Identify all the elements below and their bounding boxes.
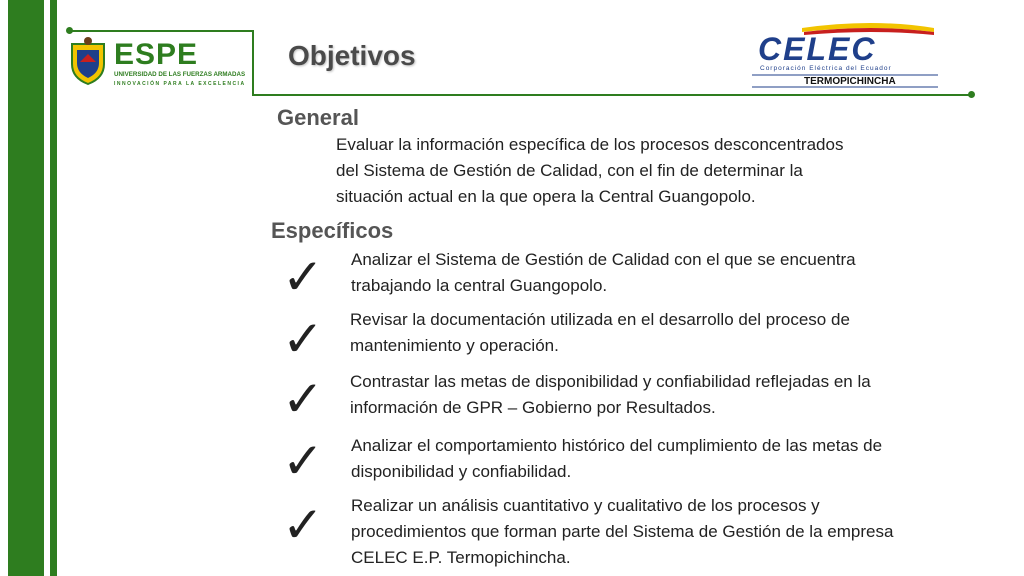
espe-line1: UNIVERSIDAD DE LAS FUERZAS ARMADAS [114, 71, 246, 78]
specific-item-4 [351, 433, 882, 485]
left-accent-thin-bar [50, 0, 57, 576]
celec-unit: TERMOPICHINCHA [804, 76, 896, 87]
checkmark-icon: ✓ [282, 249, 324, 305]
specific-line: Analizar el Sistema de Gestión de Calidad con el que se encuentra [351, 250, 856, 269]
general-paragraph [336, 132, 843, 210]
specific-line: mantenimiento y operación. [350, 336, 559, 355]
checkmark-icon: ✓ [282, 433, 324, 489]
specific-line: CELEC E.P. Termopichincha. [351, 548, 571, 567]
celec-tagline: Corporación Eléctrica del Ecuador [760, 65, 892, 72]
general-line: situación actual en la que opera la Central Guangopolo. [336, 187, 756, 206]
specific-line: Revisar la documentación utilizada en el desarrollo del proceso de [350, 310, 850, 329]
specific-line: Realizar un análisis cuantitativo y cualitativo de los procesos y [351, 496, 820, 515]
header-line-dot-right [968, 91, 975, 98]
general-line: Evaluar la información específica de los procesos desconcentrados [336, 135, 844, 154]
checkmark-icon: ✓ [282, 371, 324, 427]
checkmark-icon: ✓ [282, 497, 324, 553]
page-title: Objetivos [288, 40, 416, 71]
espe-wordmark: ESPE [114, 38, 199, 71]
espe-line2: INNOVACIÓN PARA LA EXCELENCIA [114, 81, 246, 87]
general-heading: General [277, 105, 359, 130]
header-top-line-left [72, 30, 252, 32]
espe-logo [66, 34, 250, 92]
specific-line: disponibilidad y confiabilidad. [351, 462, 572, 481]
header-bottom-line [252, 94, 972, 96]
specific-item-3 [350, 369, 871, 421]
left-accent-bar [8, 0, 44, 576]
specific-item-5 [351, 493, 893, 571]
specific-item-2 [350, 307, 850, 359]
specific-item-1 [351, 247, 856, 299]
specific-line: Analizar el comportamiento histórico del cumplimiento de las metas de [351, 436, 883, 455]
specific-line: información de GPR – Gobierno por Resultados. [350, 398, 716, 417]
specific-line: procedimientos que forman parte del Sistema de Gestión de la empresa [351, 522, 894, 541]
celec-wordmark: CELEC [758, 31, 877, 67]
specific-heading: Específicos [271, 218, 394, 243]
espe-shield-icon [72, 37, 104, 84]
general-line: del Sistema de Gestión de Calidad, con el fin de determinar la [336, 161, 803, 180]
checkmark-icon: ✓ [282, 311, 324, 367]
specific-line: Contrastar las metas de disponibilidad y confiabilidad reflejadas en la [350, 372, 871, 391]
celec-logo [752, 18, 948, 90]
specific-line: trabajando la central Guangopolo. [351, 276, 608, 295]
header-divider-line [252, 30, 254, 94]
